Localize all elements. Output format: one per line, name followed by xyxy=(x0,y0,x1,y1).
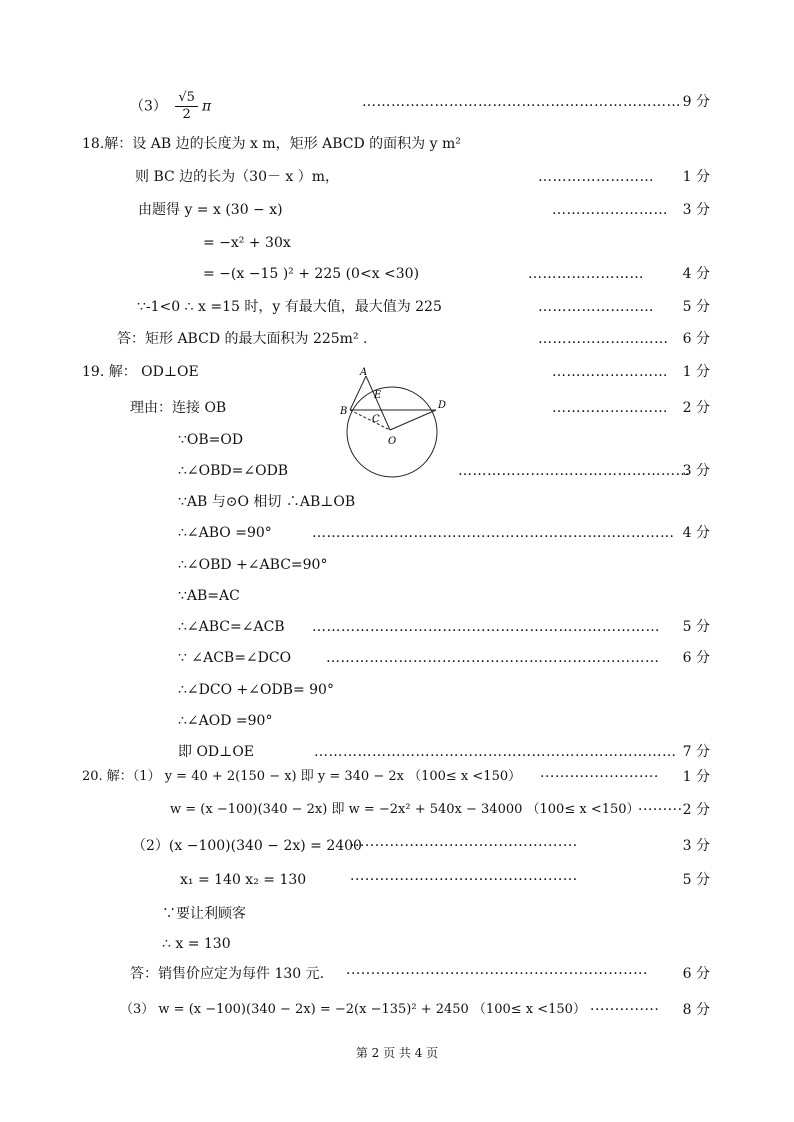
q19-line12: ∴∠AOD =90° xyxy=(178,713,273,729)
q18-line3: 由题得 y = x (30 − x) xyxy=(138,202,283,218)
q19-line1-score: 1 分 xyxy=(682,364,710,380)
q18-line6-dots: …………………… xyxy=(538,299,654,315)
label-a: A xyxy=(360,367,368,378)
q19-line13: 即 OD⊥OE xyxy=(178,744,255,760)
q19-line1: 19. 解： OD⊥OE xyxy=(82,364,199,380)
label-c: C xyxy=(372,414,380,425)
q20-answer-score: 6 分 xyxy=(682,966,710,982)
q18-line3-score: 3 分 xyxy=(682,202,710,218)
q18-line5-score: 4 分 xyxy=(682,266,710,282)
q19-line5: ∵AB 与⊙O 相切 ∴AB⊥OB xyxy=(178,494,356,510)
q19-line13-score: 7 分 xyxy=(682,744,710,760)
q20-line3: （2）(x −100)(340 − 2x) = 2400 xyxy=(132,838,362,854)
circle-o xyxy=(347,387,437,477)
q19-line6-dots: ………………………………………………………………… xyxy=(312,525,675,541)
q17-dots: ………………………………………………………… xyxy=(362,94,681,110)
q18-line4: = −x² + 30x xyxy=(203,235,291,251)
q20-line8-score: 8 分 xyxy=(682,1002,710,1018)
label-d: D xyxy=(438,400,447,411)
q18-line2: 则 BC 边的长为（30－ x ）m， xyxy=(135,169,340,185)
q20-line1-score: 1 分 xyxy=(682,769,710,785)
q20-line1: 20. 解：（1） y = 40 + 2(150 − x) 即 y = 340 − 2x （100≤ x <150） xyxy=(82,769,522,784)
q20-line4-score: 5 分 xyxy=(682,872,710,888)
q20-line4: x₁ = 140 x₂ = 130 xyxy=(180,872,307,888)
q20-answer-dots: ····························································· xyxy=(346,966,648,982)
page-footer: 第 2 页 共 4 页 xyxy=(355,1046,439,1060)
q20-answer: 答：销售价应定为每件 130 元. xyxy=(130,966,325,982)
segment-ab xyxy=(350,376,366,410)
q18-answer-dots: ……………………… xyxy=(538,331,669,347)
q19-line10-dots: …………………………………………………………… xyxy=(326,650,660,666)
q17-fraction: $\frac{√5}{2}$ xyxy=(175,90,198,123)
label-o: O xyxy=(388,436,397,447)
q20-line5: ∵要让利顾客 xyxy=(162,906,246,922)
q17-part3 xyxy=(130,90,211,123)
q17-part3-label: （3） xyxy=(130,98,167,115)
q20-line2-score: 2 分 xyxy=(682,802,710,818)
q19-line7: ∴∠OBD +∠ABC=90° xyxy=(178,557,328,573)
segment-bo-dashed xyxy=(350,410,390,430)
q19-line8: ∵AB=AC xyxy=(178,588,240,604)
q18-line3-dots: …………………… xyxy=(552,202,668,218)
q18-line5: = −(x −15 )² + 225 (0<x <30) xyxy=(203,266,420,282)
q19-line13-dots: ………………………………………………………………… xyxy=(314,744,677,760)
q20-line8-dots: ·············· xyxy=(590,1002,660,1018)
q20-line8: （3） w = (x −100)(340 − 2x) = −2(x −135)² + 2450 （100≤ x <150） xyxy=(120,1002,586,1017)
q19-line3: ∵OB=OD xyxy=(178,432,244,448)
q20-line6: ∴ x = 130 xyxy=(162,936,231,952)
q17-score: 9 分 xyxy=(682,94,710,110)
q19-line10-score: 6 分 xyxy=(682,650,710,666)
q20-line2-dots: ········· xyxy=(638,802,683,818)
label-b: B xyxy=(340,406,348,417)
q19-line6: ∴∠ABO =90° xyxy=(178,525,272,541)
q19-line4-dots: ………………………………………… xyxy=(458,463,690,479)
q19-line4-score: 3 分 xyxy=(682,463,710,479)
q19-line2-dots: …………………… xyxy=(552,400,668,416)
q19-line10: ∵ ∠ACB=∠DCO xyxy=(178,650,292,666)
q18-answer-score: 6 分 xyxy=(682,331,710,347)
q19-line4: ∴∠OBD=∠ODB xyxy=(178,463,289,479)
q18-line2-dots: …………………… xyxy=(538,169,654,185)
q20-line3-dots: ·············································· xyxy=(350,838,578,854)
q20-line3-score: 3 分 xyxy=(682,838,710,854)
q19-line9-dots: ……………………………………………………………… xyxy=(312,619,660,635)
label-e: E xyxy=(374,390,382,401)
q20-line4-dots: ·············································· xyxy=(350,872,578,888)
q18-line6: ∵-1<0 ∴ x =15 时，y 有最大值，最大值为 225 xyxy=(137,299,442,315)
q19-line9: ∴∠ABC=∠ACB xyxy=(178,619,285,635)
q17-pi: π xyxy=(201,98,212,115)
q18-answer: 答：矩形 ABCD 的最大面积为 225m² . xyxy=(117,331,368,347)
q18-line5-dots: …………………… xyxy=(528,266,644,282)
q19-line1-dots: …………………… xyxy=(552,364,668,380)
segment-od xyxy=(390,410,436,430)
q19-line9-score: 5 分 xyxy=(682,619,710,635)
q19-line11: ∴∠DCO +∠ODB= 90° xyxy=(178,682,334,698)
q18-line1: 18.解：设 AB 边的长度为 x m，矩形 ABCD 的面积为 y m² xyxy=(82,136,461,152)
q19-line2-score: 2 分 xyxy=(682,400,710,416)
q18-line2-score: 1 分 xyxy=(682,169,710,185)
q20-line2: w = (x −100)(340 − 2x) 即 w = −2x² + 540x − 34000 （100≤ x <150） xyxy=(170,802,640,817)
q20-line1-dots: ························ xyxy=(540,769,659,785)
q19-line2: 理由：连接 OB xyxy=(130,400,227,416)
q19-line6-score: 4 分 xyxy=(682,525,710,541)
q19-circle-figure xyxy=(332,366,452,478)
q18-line6-score: 5 分 xyxy=(682,299,710,315)
